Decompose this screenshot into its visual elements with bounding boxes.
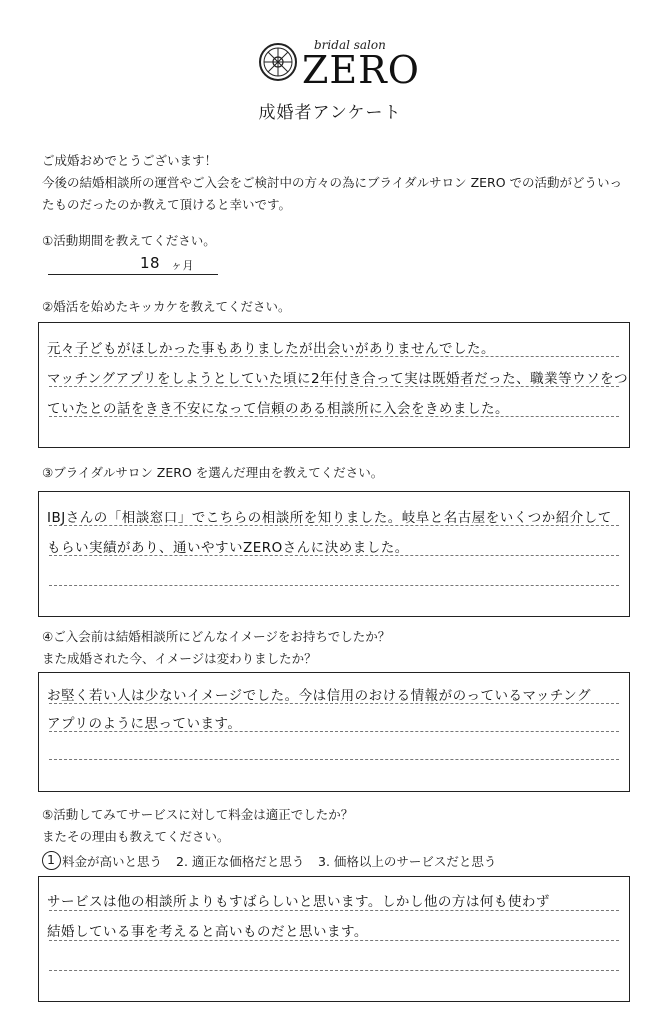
intro-text	[42, 150, 642, 216]
period-unit: ヶ月	[171, 259, 194, 272]
answer-line: 元々子どもがほしかった事もありましたが出会いがありませんでした。	[47, 341, 495, 357]
answer-line: ていたとの話をきき不安になって信頼のある相談所に入会をきめました。	[47, 401, 509, 417]
intro-line: 今後の結婚相談所の運営やご入会をご検討中の方々の為にブライダルサロン ZERO での活動がどういっ	[42, 175, 623, 190]
question-4-label	[42, 626, 390, 670]
answer-line: アプリのように思っています。	[47, 716, 242, 732]
question-4-line: ④ご入会前は結婚相談所にどんなイメージをお持ちでしたか？	[42, 629, 391, 644]
answer-line: サービスは他の相談所よりもすばらしいと思います。しかし他の方は何も使わず	[47, 894, 550, 910]
question-5-line: ⑤活動してみてサービスに対して料金は適正でしたか？	[42, 807, 354, 822]
answer-line: お堅く若い人は少ないイメージでした。今は信用のおける情報がのっているマッチング	[47, 688, 591, 704]
question-5-label	[42, 804, 353, 848]
answer-box-3	[38, 491, 630, 617]
option-1-text: 料金が高いと思う	[62, 854, 163, 869]
question-4-line: また成婚された今、イメージは変わりましたか？	[42, 651, 317, 666]
period-underline	[48, 274, 218, 275]
option-3-text: 3. 価格以上のサービスだと思う	[318, 854, 497, 869]
price-options	[42, 852, 642, 872]
question-3-label: ③ブライダルサロン ZERO を選んだ理由を教えてください。	[42, 465, 384, 480]
answer-line: 結婚している事を考えると高いものだと思います。	[47, 924, 368, 940]
emblem-icon	[258, 42, 298, 82]
answer-line: もらい実績があり、通いやすいZEROさんに決めました。	[47, 540, 409, 556]
answer-box-2	[38, 322, 630, 448]
answer-line: マッチングアプリをしようとしていた頃に2年付き合って実は既婚者だった、職業等ウソをつ	[47, 371, 629, 387]
brand-subtitle: bridal salon	[314, 38, 386, 52]
question-1-label: ①活動期間を教えてください。	[42, 233, 216, 248]
intro-line: ご成婚おめでとうございます！	[42, 153, 218, 168]
period-value: 18	[140, 254, 161, 272]
question-2-label: ②婚活を始めたキッカケを教えてください。	[42, 299, 291, 314]
answer-box-5	[38, 876, 630, 1002]
ruled-line	[49, 970, 619, 971]
option-1-number: 1	[47, 852, 55, 867]
brand-name: ZERO	[302, 48, 420, 92]
page-title: 成婚者アンケート	[258, 103, 402, 123]
brand-logo	[258, 38, 418, 94]
question-5-line: またその理由も教えてください。	[42, 829, 230, 844]
option-2-text: 2. 適正な価格だと思う	[176, 854, 305, 869]
answer-line: IBJさんの「相談窓口」でこちらの相談所を知りました。岐阜と名古屋をいくつか紹介して	[47, 510, 612, 526]
ruled-line	[49, 940, 619, 941]
intro-line: たものだったのか教えて頂けると幸いです。	[42, 197, 292, 212]
answer-box-4	[38, 672, 630, 792]
ruled-line	[49, 759, 619, 760]
ruled-line	[49, 910, 619, 911]
ruled-line	[49, 585, 619, 586]
